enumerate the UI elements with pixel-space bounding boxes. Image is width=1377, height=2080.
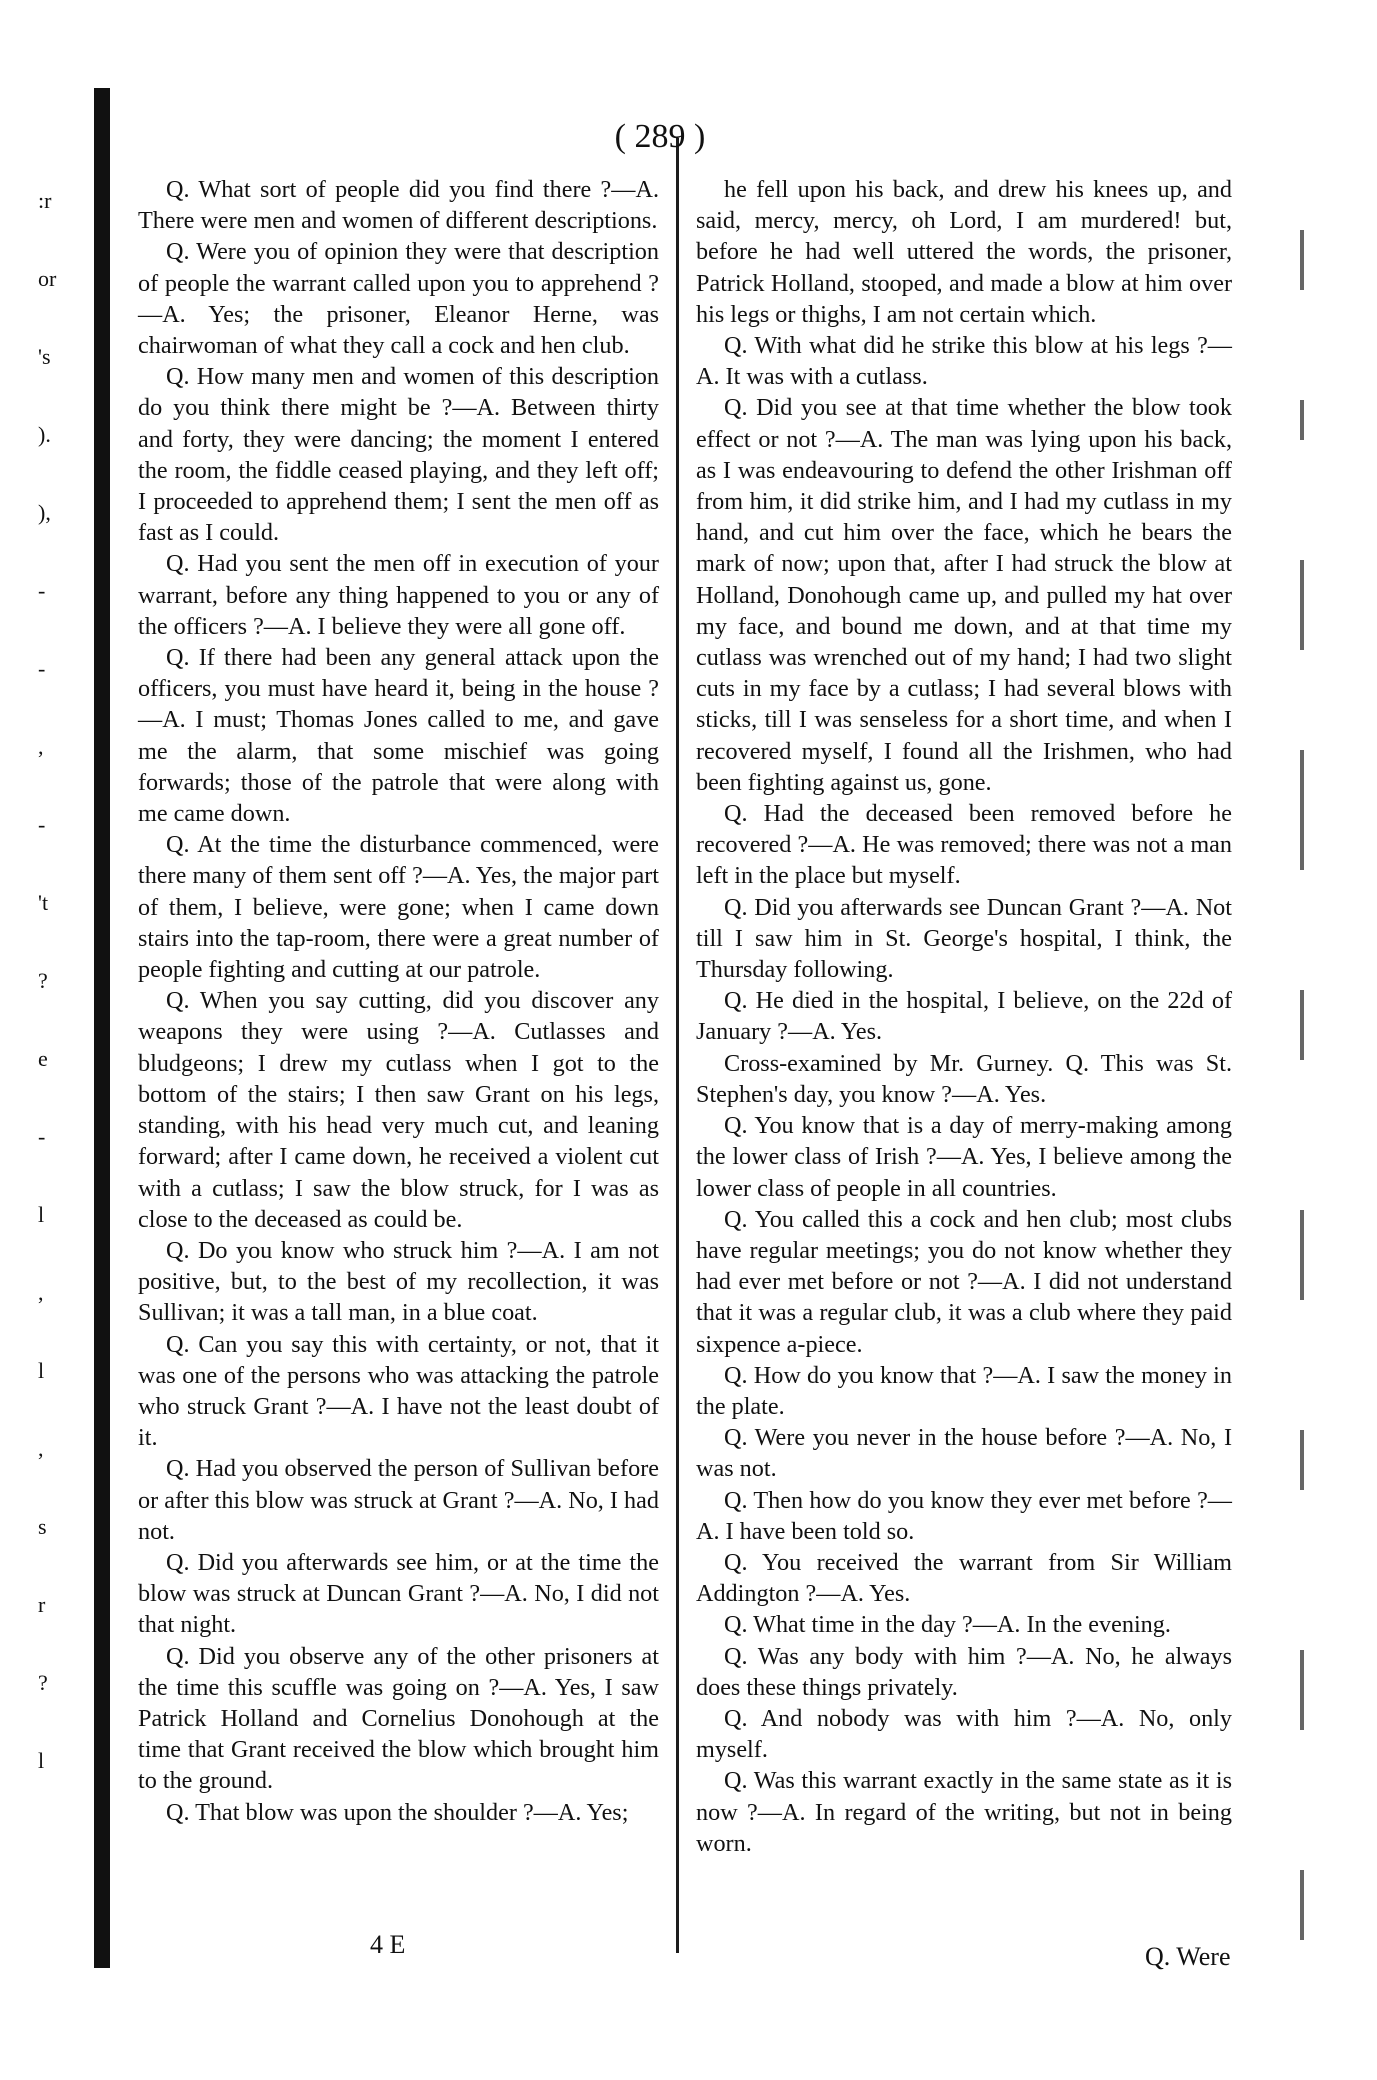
paragraph: Q. And nobody was with him ?—A. No, only myself. [696, 1704, 1232, 1764]
paragraph: Q. Did you afterwards see Duncan Grant ?—A. Not till I saw him in St. George's hospital, I think, the Thursday following. [696, 893, 1232, 984]
margin-fragment: l [38, 1202, 45, 1227]
paragraph: Q. Can you say this with certainty, or not, that it was one of the persons who was attacking the patrole who struck Grant ?—A. I have not the least doubt of it. [138, 1330, 659, 1452]
paragraph: Q. Do you know who struck him ?—A. I am not positive, but, to the best of my recollection, it was Sullivan; it was a tall man, in a blue coat. [138, 1236, 659, 1327]
paragraph: Q. Did you afterwards see him, or at the time the blow was struck at Duncan Grant ?—A. No, I did not that night. [138, 1548, 659, 1639]
paragraph: Q. Were you never in the house before ?—A. No, I was not. [696, 1424, 1232, 1483]
right-edge-bleed [1290, 230, 1330, 1980]
left-column [138, 174, 659, 1828]
paragraph: Q. Did you observe any of the other prisoners at the time this scuffle was going on ?—A. Yes, I saw Patrick Holland and Cornelius Donohough at the time that Grant received the blow which brought him to the ground. [138, 1642, 659, 1795]
paragraph: Q. Had you observed the person of Sullivan before or after this blow was struck at Grant ?—A. No, I had not. [138, 1455, 659, 1545]
binding-shadow [94, 88, 110, 1968]
paragraph: Q. You received the warrant from Sir William Addington ?—A. Yes. [696, 1548, 1232, 1608]
paragraph: Q. What sort of people did you find there ?—A. There were men and women of different descriptions. [138, 176, 659, 235]
margin-fragment: l [38, 1358, 45, 1383]
margin-fragment: or [38, 266, 57, 291]
margin-fragment: :r [38, 188, 52, 213]
right-column [696, 174, 1232, 1859]
page-header: ( 289 ) [614, 118, 706, 155]
margin-fragment: 's [38, 344, 51, 369]
margin-fragment: 't [38, 890, 49, 915]
catchword: Q. Were [1145, 1942, 1231, 1971]
paragraph: Q. Then how do you know they ever met before ?—A. I have been told so. [696, 1486, 1232, 1545]
margin-fragment: - [38, 578, 46, 603]
margin-fragment: - [38, 812, 46, 837]
margin-fragment: ? [38, 1670, 48, 1695]
paragraph: Q. Did you see at that time whether the blow took effect or not ?—A. The man was lying upon his back, as I was endeavouring to defend the other Irishman off from him, it did strike him, and I had my cutlass in my hand, and cut him over the face, which he bears the mark of now; upon that, after I had struck the blow at Holland, Donohough came up, and pulled my hat over my face, and bound me down, and at that time my cutlass was wrenched out of my hand; I had two slight cuts in my face by a cutlass; I had several blows with sticks, till I was senseless for a short time, and when I recovered myself, I found all the Irishmen, who had been fighting against us, gone. [696, 394, 1232, 796]
margin-fragment: ). [38, 422, 51, 447]
paragraph: Q. Was any body with him ?—A. No, he always does these things privately. [696, 1642, 1232, 1701]
paragraph: Q. How do you know that ?—A. I saw the money in the plate. [696, 1361, 1232, 1420]
margin-fragment: , [38, 1436, 44, 1461]
paragraph: Q. What time in the day ?—A. In the evening. [724, 1611, 1171, 1639]
margin-fragment: r [38, 1592, 46, 1617]
paragraph: Q. How many men and women of this description do you think there might be ?—A. Between thirty and forty, they were dancing; the moment I entered the room, the fiddle ceased playing, and they left off; I proceeded to apprehend them; I sent the men off as fast as I could. [138, 363, 659, 547]
paragraph: Q. He died in the hospital, I believe, on the 22d of January ?—A. Yes. [696, 987, 1232, 1046]
paragraph: Q. At the time the disturbance commenced, were there many of them sent off ?—A. Yes, the major part of them, I believe, were gone; when I came down stairs into the tap-room, there were a great number of people fighting and cutting at our patrole. [138, 831, 659, 984]
column-rule [676, 138, 679, 1953]
paragraph: Q. You know that is a day of merry-making among the lower class of Irish ?—A. Yes, I believe among the lower class of people in all countries. [696, 1112, 1232, 1202]
paragraph: Q. Was this warrant exactly in the same state as it is now ?—A. In regard of the writing, but not in being worn. [696, 1767, 1232, 1857]
paragraph: Q. You called this a cock and hen club; most clubs have regular meetings; you do not know whether they had ever met before or not ?—A. I did not understand that it was a regular club, it was a club where they paid sixpence a-piece. [696, 1205, 1232, 1358]
margin-fragment: e [38, 1046, 48, 1071]
paragraph: Q. Had the deceased been removed before he recovered ?—A. He was removed; there was not a man left in the place but myself. [696, 800, 1232, 890]
margin-fragment: ), [38, 500, 51, 525]
margin-fragment: - [38, 1124, 46, 1149]
paragraph: Cross-examined by Mr. Gurney. Q. This was St. Stephen's day, you know ?—A. Yes. [696, 1049, 1232, 1108]
margin-fragment: s [38, 1514, 47, 1539]
paragraph: Q. Had you sent the men off in execution of your warrant, before any thing happened to you or any of the officers ?—A. I believe they were all gone off. [138, 550, 659, 640]
signature-mark: 4 E [370, 1930, 406, 1959]
paragraph: he fell upon his back, and drew his knees up, and said, mercy, mercy, oh Lord, I am murdered! but, before he had well uttered the words, the prisoner, Patrick Holland, stooped, and made a blow at him over his legs or thighs, I am not certain which. [696, 176, 1232, 328]
paragraph: Q. When you say cutting, did you discover any weapons they were using ?—A. Cutlasses and bludgeons; I drew my cutlass when I got to the bottom of the stairs; I then saw Grant on his legs, standing, with his head very much cut, and leaning forward; after I came down, he received a violent cut with a cutlass; I saw the blow struck, for I was as close to the deceased as could be. [138, 987, 659, 1233]
paragraph: Q. Were you of opinion they were that description of people the warrant called upon you to apprehend ?—A. Yes; the prisoner, Eleanor Herne, was chairwoman of what they call a cock and hen club. [138, 238, 659, 360]
margin-fragment: , [38, 734, 44, 759]
margin-fragment: ? [38, 968, 48, 993]
paragraph: Q. If there had been any general attack upon the officers, you must have heard it, being in the house ?—A. I must; Thomas Jones called to me, and gave me the alarm, that some mischief was going forwards; those of the patrole that were along with me came down. [138, 644, 659, 828]
paragraph: Q. With what did he strike this blow at his legs ?—A. It was with a cutlass. [696, 332, 1232, 391]
margin-fragment: - [38, 656, 46, 681]
margin-fragment: , [38, 1280, 44, 1305]
paragraph: Q. That blow was upon the shoulder ?—A. Yes; [166, 1798, 629, 1826]
margin-fragment: l [38, 1748, 45, 1773]
